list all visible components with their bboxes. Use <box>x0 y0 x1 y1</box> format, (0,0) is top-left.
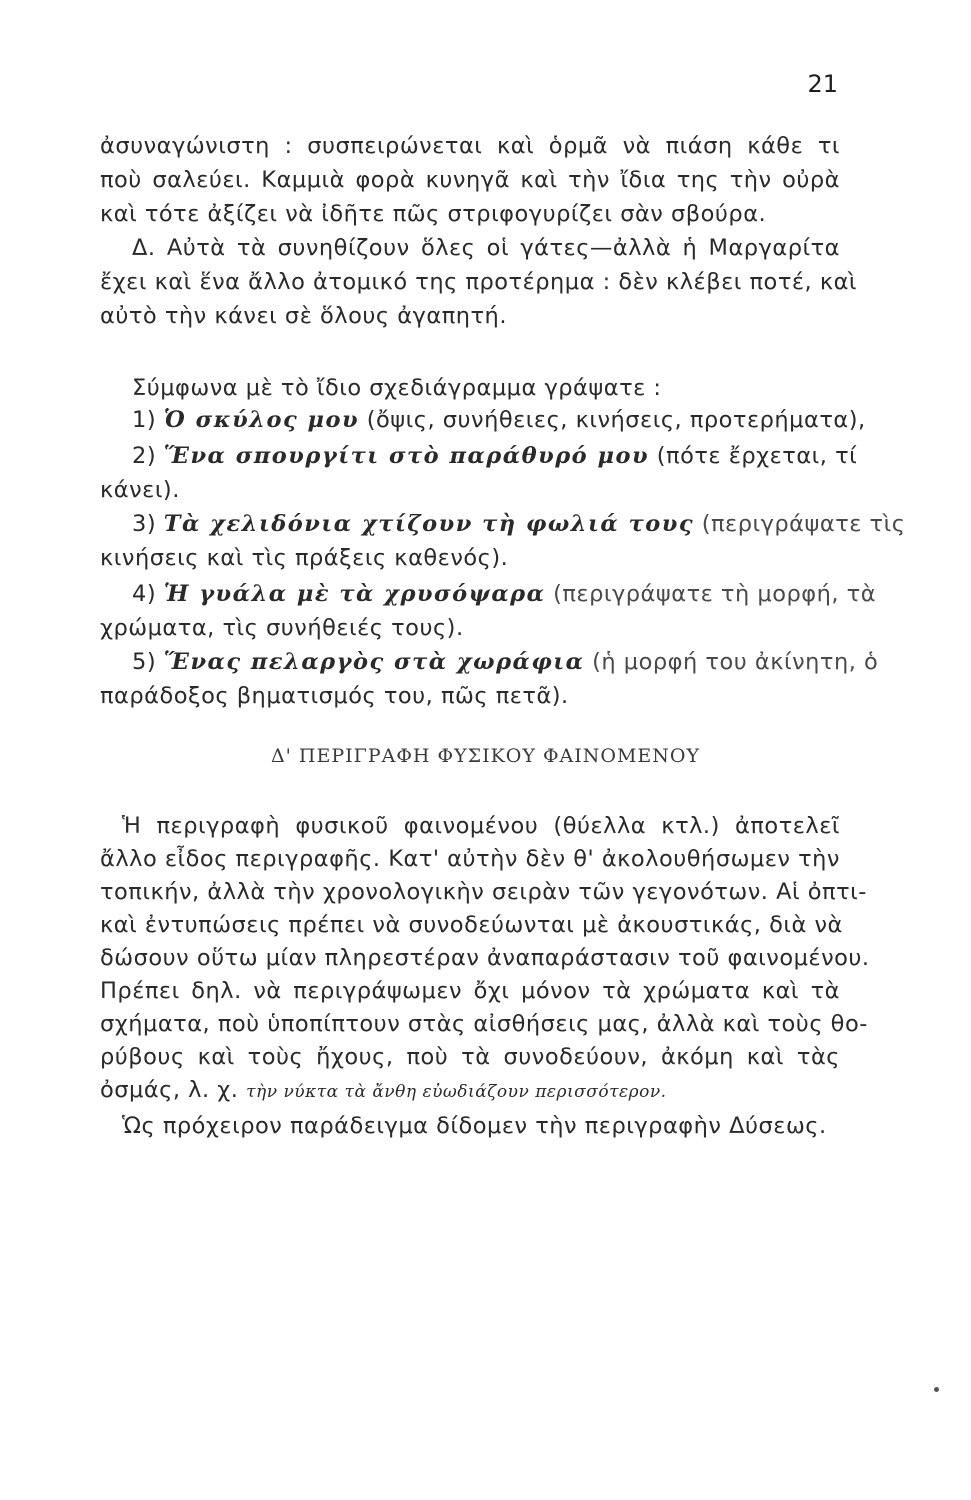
exercise-title: Τὰ χελιδόνια χτίζουν τὴ φωλιά τους <box>163 511 695 537</box>
exercise-item <box>132 578 877 610</box>
example-text: τὴν νύκτα τὰ ἄνθη εὐωδιάζουν περισσότερον. <box>246 1082 667 1102</box>
exercise-details: (ἡ μορφή του ἀκίνητη, ὁ <box>592 649 879 675</box>
section-heading: Δ' ΠΕΡΙΓΡΑΦΗ ΦΥΣΙΚΟΥ ΦΑΙΝΟΜΕΝΟΥ <box>270 745 701 767</box>
exercise-continuation: παράδοξος βηματισμός του, πῶς πετᾶ). <box>100 683 569 709</box>
exercise-number: 1) <box>132 407 157 433</box>
exercise-title: Ὁ σκύλος μου <box>163 407 360 433</box>
paragraph-line: ἄλλο εἶδος περιγραφῆς. Κατ' αὐτὴν δὲν θ' ἀκολουθήσωμεν τὴν <box>100 846 840 872</box>
paragraph-line: ποὺ σαλεύει. Καμμιὰ φορὰ κυνηγᾶ καὶ τὴν ἴδια της τὴν οὐρὰ <box>100 167 840 193</box>
exercise-continuation: χρώματα, τὶς συνήθειές τους). <box>100 615 464 641</box>
paragraph-line: καὶ τότε ἀξίζει νὰ ἰδῆτε πῶς στριφογυρίζει σὰν σβούρα. <box>100 201 767 227</box>
paragraph-line: ρύβους καὶ τοὺς ἤχους, ποὺ τὰ συνοδεύουν, ἀκόμη καὶ τὰς <box>100 1044 840 1070</box>
ink-speck <box>934 1387 939 1392</box>
paragraph-line: Ἡ περιγραφὴ φυσικοῦ φαινομένου (θύελλα κτλ.) ἀποτελεῖ <box>122 813 840 839</box>
exercise-item <box>132 404 866 436</box>
page-number: 21 <box>807 70 838 98</box>
exercise-continuation: κάνει). <box>100 477 180 503</box>
exercise-intro: Σύμφωνα μὲ τὸ ἴδιο σχεδιάγραμμα γράψατε : <box>132 375 662 401</box>
paragraph-line: ἔχει καὶ ἕνα ἄλλο ἀτομικό της προτέρημα : δὲν κλέβει ποτέ, καὶ <box>100 269 858 295</box>
paragraph-line: τοπικήν, ἀλλὰ τὴν χρονολογικὴν σειρὰν τῶν γεγονότων. Αἱ ὀπτι- <box>100 879 867 905</box>
exercise-title: Ἡ γυάλα μὲ τὰ χρυσόψαρα <box>163 581 546 607</box>
exercise-number: 2) <box>132 443 157 469</box>
paragraph-line: ἀσυναγώνιστη : συσπειρώνεται καὶ ὁρμᾶ νὰ πιάση κάθε τι <box>100 133 840 159</box>
paragraph-line: Δ. Αὐτὰ τὰ συνηθίζουν ὅλες οἱ γάτες—ἀλλὰ ἡ Μαργαρίτα <box>132 235 840 261</box>
exercise-title: Ἕνας πελαργὸς στὰ χωράφια <box>163 649 585 675</box>
exercise-item <box>132 508 906 540</box>
paragraph-line: σχήματα, ποὺ ὑποπίπτουν στὰς αἰσθήσεις μας, ἀλλὰ καὶ τοὺς θο- <box>100 1011 868 1037</box>
paragraph-text: ὀσμάς, λ. χ. <box>100 1077 239 1103</box>
closing-line: Ὡς πρόχειρον παράδειγμα δίδομεν τὴν περιγραφὴν Δύσεως. <box>122 1113 827 1139</box>
exercise-continuation: κινήσεις καὶ τὶς πράξεις καθενός). <box>100 545 509 571</box>
paragraph-line: καὶ ἐντυπώσεις πρέπει νὰ συνοδεύωνται μὲ ἀκουστικάς, διὰ νὰ <box>100 912 843 938</box>
exercise-item <box>132 440 858 472</box>
exercise-details: (περιγράψατε τὴ μορφή, τὰ <box>553 581 877 607</box>
exercise-item <box>132 646 879 678</box>
exercise-title: Ἕνα σπουργίτι στὸ παράθυρό μου <box>163 443 650 469</box>
paragraph-line: αὐτὸ τὴν κάνει σὲ ὅλους ἀγαπητή. <box>100 303 507 329</box>
exercise-number: 3) <box>132 511 157 537</box>
exercise-details: (ὄψις, συνήθειες, κινήσεις, προτερήματα), <box>366 407 866 433</box>
exercise-details: (περιγράψατε τὶς <box>701 511 906 537</box>
paragraph-line: Πρέπει δηλ. νὰ περιγράψωμεν ὄχι μόνον τὰ χρώματα καὶ τὰ <box>100 978 840 1004</box>
paragraph-line: δώσουν οὕτω μίαν πληρεστέραν ἀναπαράστασιν τοῦ φαινομένου. <box>100 945 870 971</box>
paragraph-line <box>100 1074 840 1108</box>
exercise-number: 5) <box>132 649 157 675</box>
exercise-number: 4) <box>132 581 157 607</box>
exercise-details: (πότε ἔρχεται, τί <box>656 443 858 469</box>
